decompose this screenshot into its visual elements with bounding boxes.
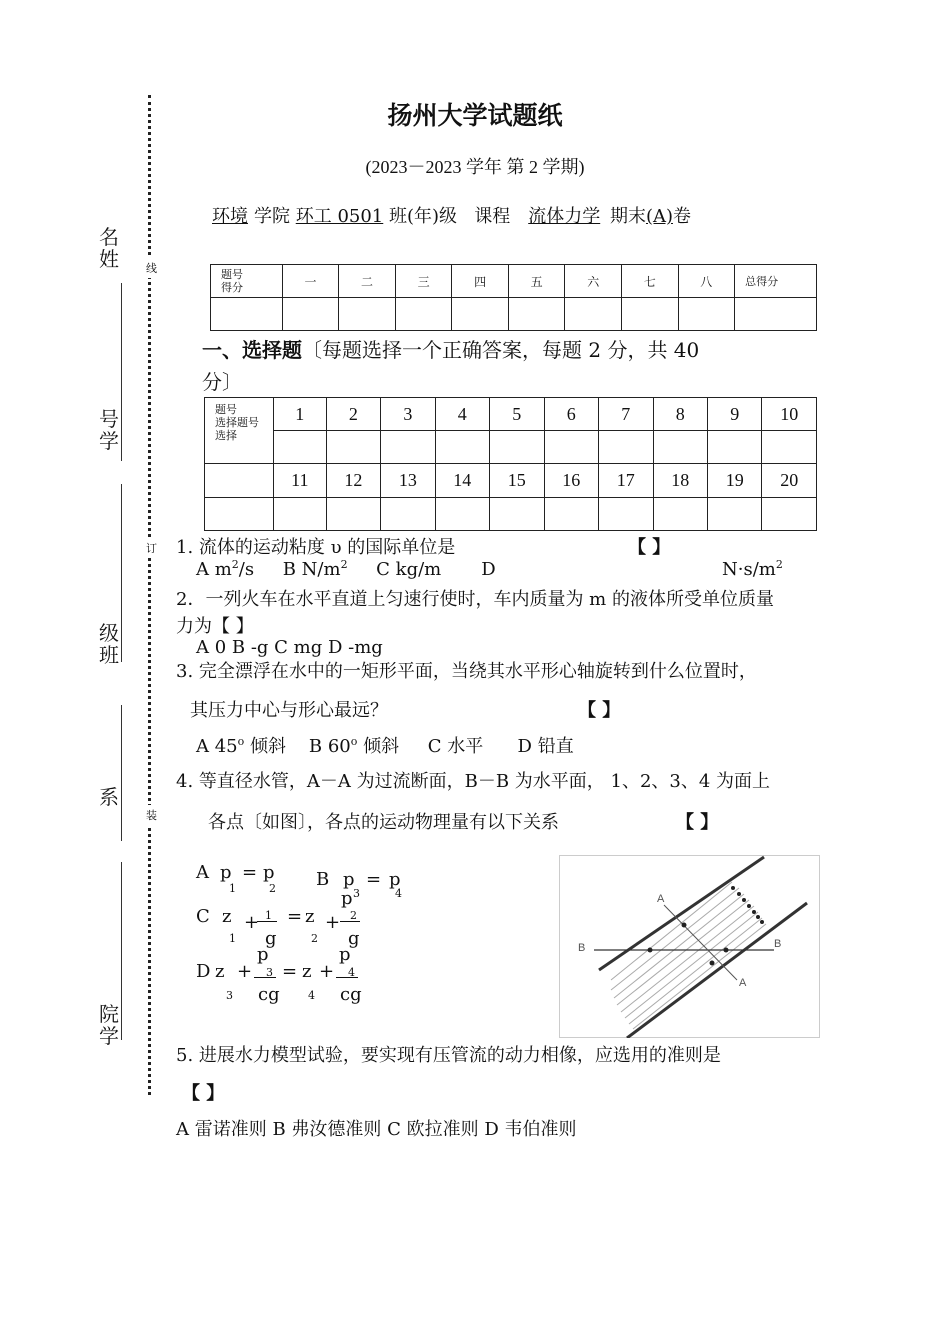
school-suffix: 学院 <box>254 206 290 227</box>
score-cell[interactable] <box>282 298 339 331</box>
q4-bracket[interactable]: 【 】 <box>676 812 719 833</box>
answer-cell[interactable] <box>435 431 489 464</box>
answer-cell[interactable] <box>707 431 761 464</box>
score-col-4: 四 <box>452 265 509 298</box>
answer-num: 3 <box>381 398 435 431</box>
exam-info-line <box>192 202 691 228</box>
q3-text-2: 其压力中心与形心最远？ <box>190 700 388 721</box>
exam-paper: (A) <box>645 206 673 227</box>
exam-suffix: 卷 <box>673 206 691 227</box>
answer-cell[interactable] <box>762 498 817 531</box>
page-title: 扬州大学试题纸 <box>387 101 563 130</box>
q1-options: A $m^2/s$ B $N/m^2$ C kg/m D <box>196 558 496 580</box>
margin-class-line <box>121 705 122 841</box>
cut-mark-fix: 装 <box>146 805 157 825</box>
margin-college-label: 院学 <box>99 1002 119 1048</box>
score-cell[interactable] <box>211 298 283 331</box>
q1-bracket[interactable]: 【 】 <box>628 537 671 558</box>
answer-num: 2 <box>326 398 380 431</box>
answer-cell[interactable] <box>490 431 544 464</box>
answer-num: 10 <box>762 398 817 431</box>
answer-cell[interactable] <box>707 498 761 531</box>
answer-num: 18 <box>653 464 707 498</box>
course-label: 课程 <box>474 206 511 227</box>
cut-mark-bind: 订 <box>146 538 157 558</box>
q5-text: 5. 进展水力模型试验，要实现有压管流的动力相像，应选用的准则是 <box>176 1045 721 1066</box>
term-line: (2023－2023 学年 第 2 学期) <box>365 157 585 177</box>
fig-label-a-bottom: A <box>739 977 747 989</box>
answer-cell[interactable] <box>274 431 327 464</box>
answer-cell[interactable] <box>326 431 380 464</box>
q2-text-1: 2．一列火车在水平直道上匀速行使时，车内质量为 m 的液体所受单位质量 <box>176 589 774 610</box>
answer-cell[interactable] <box>599 431 653 464</box>
q3-text-1: 3. 完全漂浮在水中的一矩形平面，当绕其水平形心轴旋转到什么位置时， <box>176 661 757 682</box>
score-col-8: 八 <box>678 265 735 298</box>
score-col-3: 三 <box>395 265 452 298</box>
answer-header-cell: 题号 选择题号 选择 <box>205 398 274 464</box>
q5-options: A 雷诺准则 B 弗汝德准则 C 欧拉准则 D 韦伯准则 <box>176 1119 577 1140</box>
answer-cell[interactable] <box>653 431 707 464</box>
score-header-cell: 题号 得分 <box>211 265 283 298</box>
q3-options: A 45$^o$ 倾斜 B 60$^o$ 倾斜 C 水平 D 铅直 <box>196 735 574 757</box>
exam-prefix: 期末 <box>609 206 646 227</box>
answer-num: 17 <box>599 464 653 498</box>
score-cell[interactable] <box>678 298 735 331</box>
q4-opt-c-label: C <box>196 906 210 927</box>
answer-cell[interactable] <box>326 498 380 531</box>
answer-cell[interactable] <box>544 498 598 531</box>
answer-num: 13 <box>381 464 435 498</box>
score-col-6: 六 <box>565 265 622 298</box>
q2-options: A 0 B -g C mg D -mg <box>196 637 383 658</box>
score-cell[interactable] <box>339 298 396 331</box>
q3-bracket[interactable]: 【 】 <box>578 700 621 721</box>
answer-num: 15 <box>490 464 544 498</box>
cut-mark-line: 线 <box>146 258 157 278</box>
answer-cell[interactable] <box>762 431 817 464</box>
score-col-2: 二 <box>339 265 396 298</box>
fig-label-b-right: B <box>774 938 782 950</box>
answer-num: 14 <box>435 464 489 498</box>
answer-cell[interactable] <box>599 498 653 531</box>
score-table <box>210 264 817 331</box>
q5-bracket[interactable]: 【 】 <box>182 1083 225 1104</box>
score-col-total: 总得分 <box>735 265 817 298</box>
answer-cell[interactable] <box>653 498 707 531</box>
q4-opt-b-label: B <box>316 869 330 890</box>
answer-table <box>204 397 817 531</box>
score-col-7: 七 <box>621 265 678 298</box>
answer-blank <box>205 498 274 531</box>
section1-desc-2: 分〕 <box>202 370 242 394</box>
score-cell[interactable] <box>621 298 678 331</box>
answer-num: 20 <box>762 464 817 498</box>
answer-num: 5 <box>490 398 544 431</box>
score-cell[interactable] <box>452 298 509 331</box>
answer-num: 7 <box>599 398 653 431</box>
answer-cell[interactable] <box>490 498 544 531</box>
q4-text-1: 4. 等直径水管，A－A 为过流断面，B－B 为水平面， 1、2、3、4 为面上 <box>176 771 771 792</box>
q4-opt-d-label: D <box>196 961 211 982</box>
answer-cell[interactable] <box>274 498 327 531</box>
answer-num: 8 <box>653 398 707 431</box>
answer-cell[interactable] <box>381 431 435 464</box>
margin-dept-label: 系 <box>99 785 119 809</box>
q4-opt-a-label: A <box>196 862 209 883</box>
answer-blank <box>205 464 274 498</box>
section1-desc: 〔每题选择一个正确答案，每题 2 分，共 40 <box>302 338 700 362</box>
answer-num: 4 <box>435 398 489 431</box>
q2-text-2: 力为【 】 <box>176 616 254 637</box>
score-cell[interactable] <box>395 298 452 331</box>
score-col-5: 五 <box>508 265 565 298</box>
q1-option-d-value: $N\cdot s/m^2$ <box>722 558 783 580</box>
binding-dotted-line <box>148 95 151 1095</box>
q4-text-2: 各点〔如图〕，各点的运动物理量有以下关系 <box>208 812 559 833</box>
margin-student-no-label: 号学 <box>99 407 119 453</box>
school-value: 环境 <box>212 206 248 227</box>
score-cell[interactable] <box>508 298 565 331</box>
course-value: 流体力学 <box>528 206 601 227</box>
answer-num: 1 <box>274 398 327 431</box>
answer-num: 11 <box>274 464 327 498</box>
margin-class-label: 级班 <box>99 621 119 667</box>
score-col-1: 一 <box>282 265 339 298</box>
q1-text: 1. 流体的运动粘度 υ 的国际单位是 <box>176 537 456 558</box>
class-suffix: 班(年)级 <box>389 206 458 227</box>
score-cell[interactable] <box>735 298 817 331</box>
answer-num: 12 <box>326 464 380 498</box>
answer-num: 16 <box>544 464 598 498</box>
answer-cell[interactable] <box>381 498 435 531</box>
class-value: 环工 0501 <box>295 206 384 227</box>
q4-pipe-figure <box>559 855 820 1038</box>
answer-cell[interactable] <box>435 498 489 531</box>
answer-num: 6 <box>544 398 598 431</box>
score-cell[interactable] <box>565 298 622 331</box>
section1-heading <box>202 334 699 363</box>
section1-title: 一、选择题 <box>202 338 302 362</box>
answer-num: 19 <box>707 464 761 498</box>
margin-name-label: 名姓 <box>99 225 119 271</box>
fig-label-b-left: B <box>578 942 586 954</box>
answer-cell[interactable] <box>544 431 598 464</box>
fig-label-a-top: A <box>657 893 665 905</box>
answer-num: 9 <box>707 398 761 431</box>
